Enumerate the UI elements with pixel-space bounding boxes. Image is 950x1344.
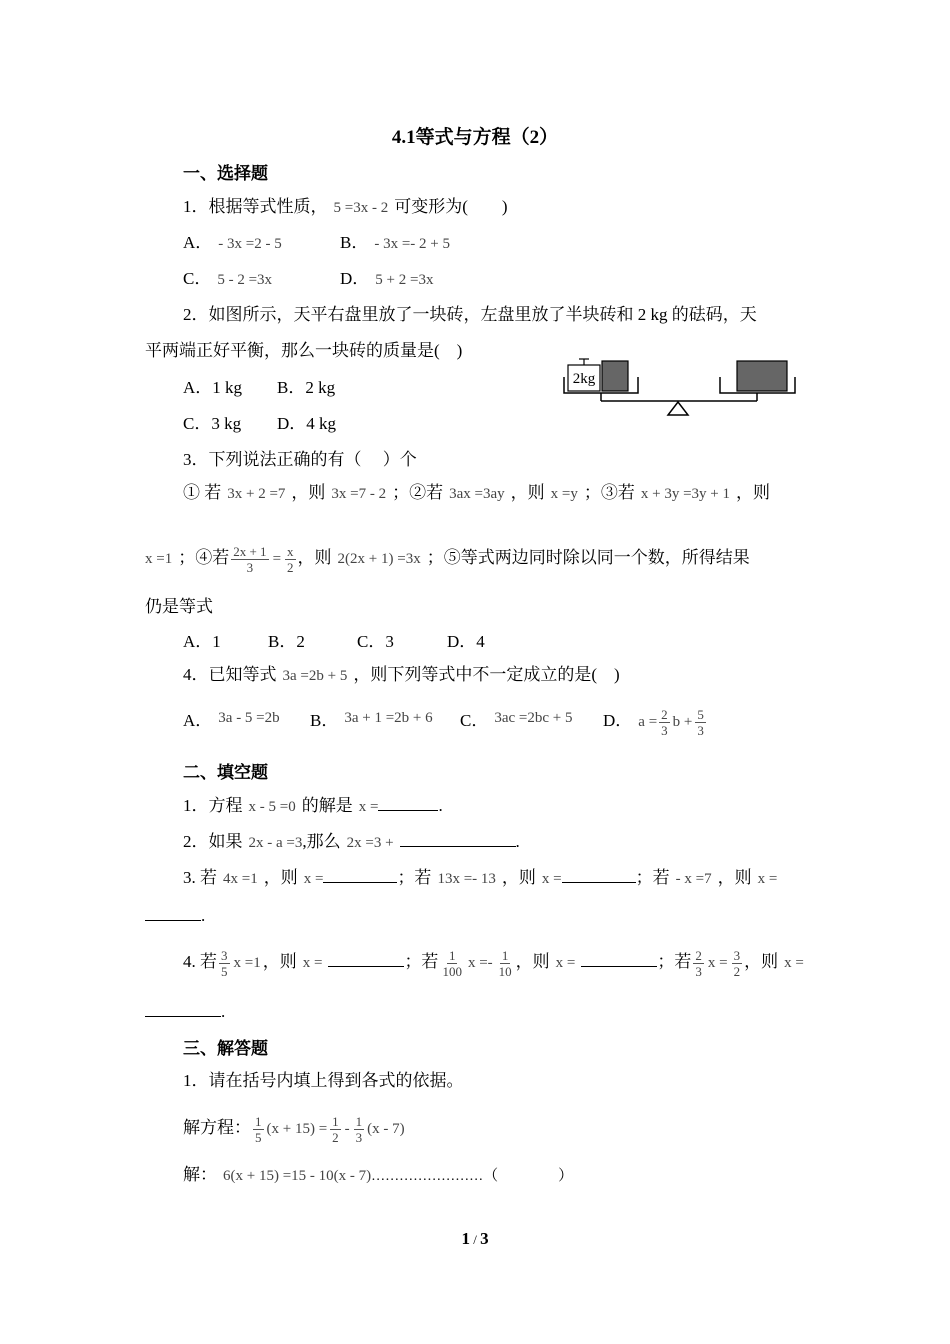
q1-stem-text: 1．根据等式性质， <box>183 197 328 216</box>
a1-num2: 1 <box>332 1113 339 1129</box>
q3-p1-then: ，则 <box>291 483 326 502</box>
q1-c-eq: 5 - 2 =3x <box>217 272 273 288</box>
f4-answer-blank-3[interactable] <box>145 1000 221 1017</box>
q4-option-a <box>183 710 286 733</box>
q3-p1-res: 3x =7 - 2 <box>331 486 387 502</box>
q4-stem-text: 4．已知等式 <box>183 665 277 684</box>
q3-line1 <box>183 482 770 505</box>
f3-t2: ，则 <box>501 868 536 887</box>
q4-b-eq: 3a + 1 =2b + 6 <box>344 710 433 726</box>
q1-d-label: D． <box>340 269 370 288</box>
f3-stem: 3. 若 <box>183 868 217 887</box>
a1-den2: 2 <box>332 1129 339 1145</box>
q4-option-d <box>603 702 708 741</box>
f2-mid: ,那么 <box>302 832 341 851</box>
f3-t3: ，则 <box>717 868 752 887</box>
q4-eq: 3a =2b + 5 <box>282 668 348 684</box>
a1-eqlabel: 解方程： <box>183 1118 251 1137</box>
f1-stem: 1．方程 <box>183 796 243 815</box>
q3-p4-num1: 2x + 1 <box>233 543 267 559</box>
fulcrum <box>668 402 688 415</box>
section-heading-choice: 一、选择题 <box>183 164 268 183</box>
q2-line2: 平两端正好平衡，那么一块砖的质量是( ) <box>145 341 463 360</box>
q4-d-num1: 2 <box>661 706 668 722</box>
q4-d-den1: 3 <box>661 722 668 738</box>
q4-c-label: C． <box>460 711 489 730</box>
a1-reason-blank[interactable]: （ ） <box>483 1168 574 1184</box>
f3-x2: x = <box>541 871 562 887</box>
q2-option-b: B．2 kg <box>277 378 336 397</box>
q3-p2-then: ，则 <box>510 483 545 502</box>
f4-c-mid: x = <box>707 955 728 971</box>
f4-b-mid: x =- <box>467 955 493 971</box>
a1-den1: 5 <box>255 1129 262 1145</box>
section-heading-solve: 三、解答题 <box>183 1039 268 1058</box>
q3-p4-eqsign: = <box>272 551 282 567</box>
q3-option-a: A．1 <box>183 632 221 651</box>
a1-sol-eq: 6(x + 15) =15 - 10(x - 7) <box>223 1168 372 1184</box>
f4-a-num: 3 <box>221 947 228 963</box>
f2-end: . <box>515 832 520 851</box>
q3-p4-frac2 <box>285 544 296 575</box>
a1-equation <box>183 1108 406 1149</box>
f1-ans: x = <box>358 799 379 815</box>
f4-b-den2: 10 <box>498 963 512 979</box>
f2-eq: 2x - a =3 <box>248 835 303 851</box>
f4-x2: x = <box>555 955 576 971</box>
f4-answer-blank-2[interactable] <box>581 950 657 967</box>
f4-b-den: 100 <box>442 963 462 979</box>
q2-option-a: A．1 kg <box>183 378 243 397</box>
q3-option-b: B．2 <box>268 632 305 651</box>
page-total: 3 <box>480 1229 489 1248</box>
q3-p2: ；②若 <box>392 483 444 502</box>
f4-t3: ，则 <box>744 952 779 971</box>
q3-p4: ；④若 <box>178 548 230 567</box>
q3-p1: ① 若 <box>183 483 222 502</box>
q1-option-b <box>340 232 456 255</box>
weight-label: 2kg <box>572 371 596 387</box>
q4-option-b <box>310 710 439 733</box>
a1-solution-step <box>183 1164 573 1188</box>
f4-frac-a <box>219 948 230 979</box>
a1-sol: 解： <box>183 1165 217 1184</box>
a1-num1: 1 <box>255 1113 262 1129</box>
q1-option-d <box>340 268 439 291</box>
a1-minus: - <box>344 1121 350 1137</box>
q4-c-eq: 3ac =2bc + 5 <box>494 710 573 726</box>
f4-a-den: 5 <box>221 963 228 979</box>
f4-line2 <box>145 1000 225 1023</box>
f4-frac-b2 <box>497 948 514 979</box>
q1-stem <box>183 196 508 219</box>
f3-eq2: 13x =- 13 <box>437 871 496 887</box>
q3-p2-res: x =y <box>550 486 578 502</box>
q3-line3: 仍是等式 <box>145 597 213 616</box>
f1-answer-blank[interactable] <box>378 794 438 811</box>
f4-b-num2: 1 <box>501 947 509 963</box>
f2-stem: 2．如果 <box>183 832 243 851</box>
q3-p4-den2: 2 <box>287 559 294 575</box>
f4-frac-b <box>440 948 464 979</box>
f4-c-den: 3 <box>695 963 702 979</box>
half-brick <box>602 361 628 391</box>
f1-end: . <box>438 796 443 815</box>
q4-option-c <box>460 710 579 733</box>
q3-p4-num2: x <box>287 543 294 559</box>
q4-d-a: a = <box>638 714 658 730</box>
q4-d-frac1 <box>659 707 670 738</box>
f2-answer-blank[interactable] <box>400 830 516 847</box>
q3-option-c: C．3 <box>357 632 394 651</box>
f4-c-num2: 3 <box>733 947 741 963</box>
f4-answer-blank-1[interactable] <box>328 950 404 967</box>
q2-option-c: C．3 kg <box>183 414 242 433</box>
a1-frac2 <box>330 1114 341 1145</box>
q4-a-eq: 3a - 5 =2b <box>218 710 280 726</box>
a1-num3: 1 <box>355 1113 363 1129</box>
q4-d-den2: 3 <box>697 722 704 738</box>
q2-option-d: D．4 kg <box>277 414 337 433</box>
f3-line2 <box>145 904 205 927</box>
f3-s3: ；若 <box>635 868 670 887</box>
f3-t1: ，则 <box>263 868 298 887</box>
f4-b-num: 1 <box>448 947 456 963</box>
f2-eq2: 2x =3 + <box>346 835 394 851</box>
f4-stem: 4. 若 <box>183 952 217 971</box>
f3-answer-blank-1[interactable] <box>323 866 397 883</box>
q4-d-b: b + <box>672 714 693 730</box>
f3-x1: x = <box>303 871 324 887</box>
q1-option-c <box>183 268 278 291</box>
f4-end: . <box>221 1002 226 1021</box>
q4-b-label: B． <box>310 711 339 730</box>
q3-p2-eq: 3ax =3ay <box>449 486 505 502</box>
page-number <box>0 1229 950 1249</box>
f4-x1: x = <box>302 955 323 971</box>
f4-x3: x = <box>784 955 804 971</box>
q3-option-d: D．4 <box>447 632 485 651</box>
q3-p3: ；③若 <box>583 483 635 502</box>
f4-frac-c <box>693 948 704 979</box>
q3-p5: ；⑤等式两边同时除以同一个数，所得结果 <box>426 548 750 567</box>
a1-frac1 <box>253 1114 264 1145</box>
q4-tail: ，则下列等式中不一定成立的是( ) <box>353 665 620 684</box>
q4-d-num2: 5 <box>697 706 704 722</box>
q3-p4-res: 2(2x + 1) =3x <box>337 551 421 567</box>
q1-equation: 5 =3x - 2 <box>333 200 389 216</box>
a1-part1: (x + 15) = <box>266 1121 328 1137</box>
q1-b-label: B． <box>340 233 369 252</box>
page-sep: / <box>469 1232 481 1247</box>
f4-frac-c2 <box>732 948 743 979</box>
page-title: 4.1等式与方程（2） <box>391 127 559 148</box>
q3-p3-res: x =1 <box>145 551 173 567</box>
f3-end: . <box>201 906 206 925</box>
a1-part2: (x - 7) <box>367 1121 405 1137</box>
f1-tail: 的解是 <box>301 796 353 815</box>
f4-s2: ；若 <box>404 952 439 971</box>
q3-p3-eq: x + 3y =3y + 1 <box>640 486 731 502</box>
q3-line2 <box>145 540 750 577</box>
f3-answer-blank-3[interactable] <box>145 904 201 921</box>
f3-answer-blank-2[interactable] <box>562 866 636 883</box>
f4-t1: ，则 <box>262 952 297 971</box>
f4-c-num: 2 <box>695 947 702 963</box>
q3-p4-then: ，则 <box>297 548 332 567</box>
page-current: 1 <box>461 1229 470 1248</box>
section-heading-fill: 二、填空题 <box>183 763 268 782</box>
q2-line1: 2．如图所示，天平右盘里放了一块砖，左盘里放了半块砖和 2 kg 的砝码，天 <box>183 305 757 324</box>
f4-s3: ；若 <box>657 952 692 971</box>
q4-a-label: A． <box>183 711 213 730</box>
q1-d-eq: 5 + 2 =3x <box>375 272 434 288</box>
f2-line <box>183 830 520 854</box>
q1-a-eq: - 3x =2 - 5 <box>218 236 282 252</box>
f4-a-tail: x =1 <box>233 955 261 971</box>
a1-den3: 3 <box>355 1129 363 1145</box>
f4-t2: ，则 <box>515 952 550 971</box>
q3-p4-den1: 3 <box>246 559 254 575</box>
q3-stem: 3．下列说法正确的有（ ）个 <box>183 450 417 469</box>
balance-scale-figure <box>560 355 805 420</box>
q3-p1-eq: 3x + 2 =7 <box>227 486 286 502</box>
a1-stem: 1．请在括号内填上得到各式的依据。 <box>183 1071 464 1090</box>
f1-line <box>183 794 443 818</box>
f4-line1 <box>183 942 804 983</box>
f3-s2: ；若 <box>397 868 432 887</box>
f3-line1 <box>183 866 777 890</box>
q3-p3-then: ，则 <box>736 483 771 502</box>
a1-frac3 <box>354 1114 365 1145</box>
whole-brick <box>737 361 787 391</box>
q4-d-frac2 <box>695 707 706 738</box>
f3-eq1: 4x =1 <box>223 871 258 887</box>
f1-eq: x - 5 =0 <box>248 799 296 815</box>
f3-eq3: - x =7 <box>675 871 712 887</box>
f3-x3: x = <box>757 871 778 887</box>
q4-stem <box>183 664 620 687</box>
a1-dots: …………………… <box>371 1169 484 1184</box>
q3-p4-frac1 <box>231 544 268 575</box>
f4-c-den2: 2 <box>733 963 741 979</box>
q4-d-label: D． <box>603 711 633 730</box>
q1-option-a <box>183 232 288 255</box>
q1-c-label: C． <box>183 269 212 288</box>
q1-a-label: A． <box>183 233 213 252</box>
q1-tail: 可变形为( ) <box>394 197 508 216</box>
q1-b-eq: - 3x =- 2 + 5 <box>374 236 451 252</box>
